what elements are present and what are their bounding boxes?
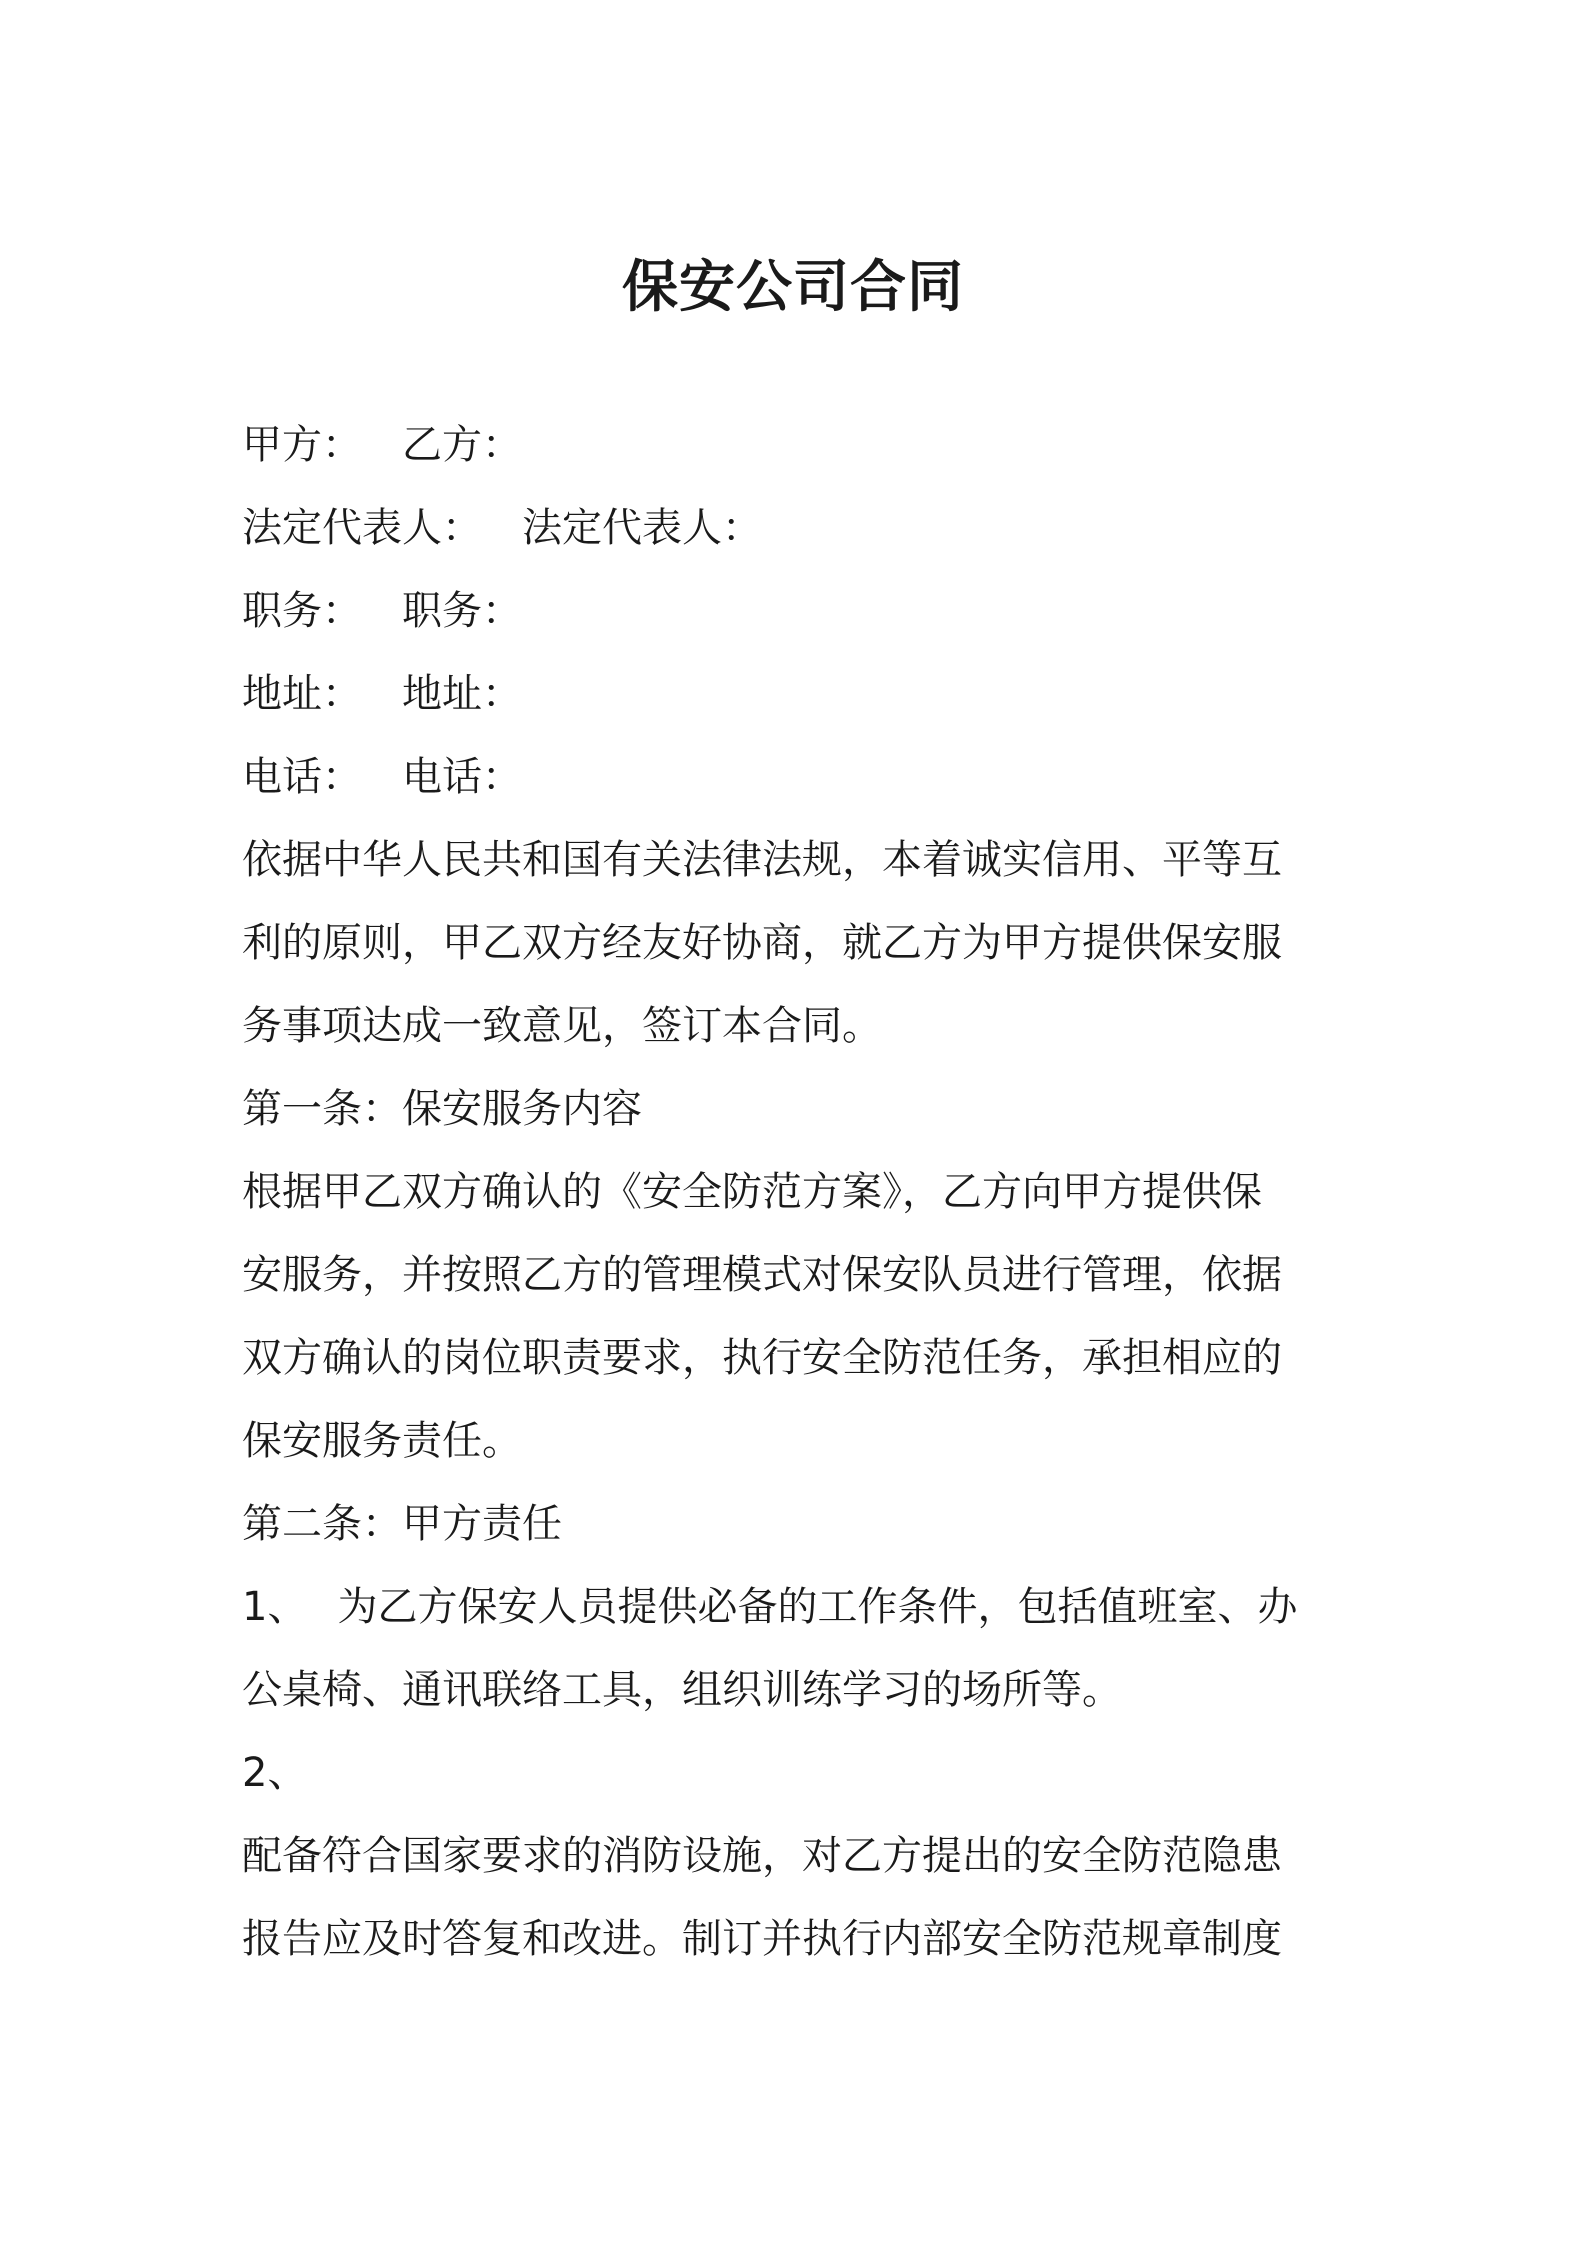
party-b-field: 法定代表人： — [522, 505, 762, 551]
article-2-item-1-continued: 公桌椅、通讯联络工具，组织训练学习的场所等。 — [242, 1667, 1122, 1713]
preamble-line: 利的原则，甲乙双方经友好协商，就乙方为甲方提供保安服 — [242, 920, 1282, 966]
party-a-field: 法定代表人： — [242, 505, 482, 551]
article-1-line: 保安服务责任。 — [242, 1418, 522, 1464]
article-1-heading: 第一条：保安服务内容 — [242, 1086, 642, 1132]
document-title: 保安公司合同 — [622, 255, 964, 320]
party-a-field: 甲方： — [242, 422, 362, 468]
party-a-field: 职务： — [242, 588, 362, 634]
item-text: 为乙方保安人员提供必备的工作条件，包括值班室、办 — [337, 1584, 1298, 1630]
item-number: 1、 — [242, 1584, 308, 1630]
party-b-field: 电话： — [402, 754, 522, 800]
party-b-field: 地址： — [402, 671, 522, 717]
party-a-field: 地址： — [242, 671, 362, 717]
article-2-item-1 — [242, 1566, 1350, 1649]
party-a-field: 电话： — [242, 754, 362, 800]
article-1-line: 安服务，并按照乙方的管理模式对保安队员进行管理，依据 — [242, 1252, 1282, 1298]
party-line-1 — [242, 404, 1350, 487]
article-2-item-2-line: 报告应及时答复和改进。制订并执行内部安全防范规章制度 — [242, 1916, 1282, 1962]
article-2-item-2-line: 配备符合国家要求的消防设施，对乙方提出的安全防范隐患 — [242, 1833, 1282, 1879]
party-line-3 — [242, 570, 1350, 653]
preamble-line: 依据中华人民共和国有关法律法规，本着诚实信用、平等互 — [242, 837, 1282, 883]
article-1-line: 双方确认的岗位职责要求，执行安全防范任务，承担相应的 — [242, 1335, 1282, 1381]
party-b-field: 职务： — [402, 588, 522, 634]
article-1-line: 根据甲乙双方确认的《安全防范方案》，乙方向甲方提供保 — [242, 1169, 1262, 1215]
party-line-5 — [242, 736, 1350, 819]
article-2-item-2-number: 2、 — [242, 1750, 308, 1796]
party-b-field: 乙方： — [402, 422, 522, 468]
party-line-2 — [242, 487, 1350, 570]
preamble-line: 务事项达成一致意见，签订本合同。 — [242, 1003, 882, 1049]
document-body — [242, 404, 1350, 1981]
party-line-4 — [242, 653, 1350, 736]
article-2-heading: 第二条：甲方责任 — [242, 1501, 562, 1547]
